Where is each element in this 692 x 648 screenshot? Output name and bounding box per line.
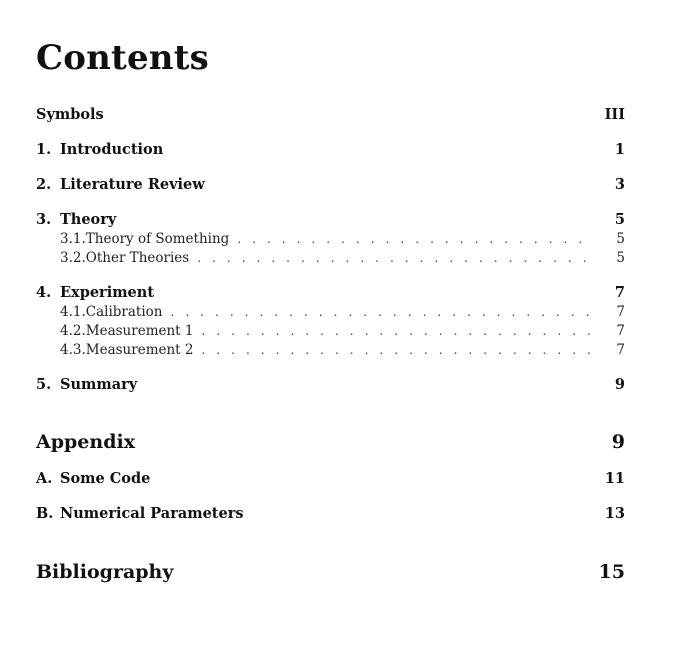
toc-chapter-entry[interactable] bbox=[36, 141, 625, 161]
toc-chapter-number: 4. bbox=[36, 284, 52, 301]
toc-page-number: 7 bbox=[616, 342, 625, 358]
toc-page-number: 5 bbox=[616, 250, 625, 266]
toc-entry-label: Theory bbox=[60, 211, 117, 228]
toc-entry-label: Numerical Parameters bbox=[60, 505, 244, 522]
toc-part-appendix[interactable] bbox=[36, 431, 625, 457]
toc-section-entry[interactable] bbox=[36, 342, 625, 362]
toc-entry-label: Introduction bbox=[60, 141, 164, 158]
toc-section-number: 3.2. bbox=[60, 250, 86, 266]
table-of-contents bbox=[36, 0, 625, 648]
toc-section-number: 4.2. bbox=[60, 323, 86, 339]
toc-section-entry[interactable] bbox=[36, 250, 625, 270]
toc-chapter-entry[interactable] bbox=[36, 176, 625, 196]
toc-chapter-number: 3. bbox=[36, 211, 52, 228]
toc-entry-label: Symbols bbox=[36, 106, 104, 123]
toc-section-number: 3.1. bbox=[60, 231, 86, 247]
toc-entry-label: Measurement 1 bbox=[85, 323, 194, 339]
toc-page-number: 3 bbox=[614, 176, 625, 193]
toc-entry-label: Calibration bbox=[85, 304, 163, 320]
toc-section-entry[interactable] bbox=[36, 231, 625, 251]
toc-page-number: 5 bbox=[614, 211, 625, 228]
toc-section-number: 4.3. bbox=[60, 342, 86, 358]
toc-part-label: Bibliography bbox=[36, 561, 174, 583]
toc-page-number: 11 bbox=[604, 470, 625, 487]
toc-chapter-entry[interactable] bbox=[36, 211, 625, 231]
toc-page-number: III bbox=[604, 106, 625, 123]
toc-page-number: 9 bbox=[614, 376, 625, 393]
toc-entry-label: Theory of Something bbox=[85, 231, 230, 247]
toc-appendix-entry[interactable] bbox=[36, 470, 625, 490]
toc-appendix-entry[interactable] bbox=[36, 505, 625, 525]
dot-leader bbox=[237, 232, 593, 246]
toc-part-label: Appendix bbox=[36, 431, 136, 453]
toc-page-number: 5 bbox=[616, 231, 625, 247]
dot-leader bbox=[201, 324, 593, 338]
toc-chapter-entry[interactable] bbox=[36, 376, 625, 396]
toc-page-number: 1 bbox=[614, 141, 625, 158]
toc-entry-label: Summary bbox=[60, 376, 138, 393]
page-title: Contents bbox=[36, 38, 209, 78]
toc-appendix-letter: A. bbox=[36, 470, 53, 487]
toc-chapter-entry[interactable] bbox=[36, 284, 625, 304]
toc-entry-label: Experiment bbox=[60, 284, 155, 301]
toc-chapter-number: 1. bbox=[36, 141, 52, 158]
toc-entry-label: Some Code bbox=[60, 470, 151, 487]
toc-section-entry[interactable] bbox=[36, 323, 625, 343]
dot-leader bbox=[171, 305, 594, 319]
dot-leader bbox=[201, 343, 593, 357]
toc-page-number: 9 bbox=[611, 431, 625, 453]
toc-page-number: 7 bbox=[614, 284, 625, 301]
toc-section-entry[interactable] bbox=[36, 304, 625, 324]
toc-entry-label: Other Theories bbox=[85, 250, 190, 266]
toc-page-number: 7 bbox=[616, 323, 625, 339]
toc-appendix-letter: B. bbox=[36, 505, 54, 522]
toc-section-number: 4.1. bbox=[60, 304, 86, 320]
dot-leader bbox=[197, 251, 593, 265]
toc-entry-label: Measurement 2 bbox=[85, 342, 194, 358]
toc-chapter-number: 5. bbox=[36, 376, 52, 393]
toc-chapter-number: 2. bbox=[36, 176, 52, 193]
toc-entry-label: Literature Review bbox=[60, 176, 205, 193]
toc-page-number: 13 bbox=[604, 505, 625, 522]
toc-page-number: 7 bbox=[616, 304, 625, 320]
toc-part-bibliography[interactable] bbox=[36, 561, 625, 587]
toc-page-number: 15 bbox=[598, 561, 625, 583]
toc-entry-symbols[interactable] bbox=[36, 106, 625, 126]
